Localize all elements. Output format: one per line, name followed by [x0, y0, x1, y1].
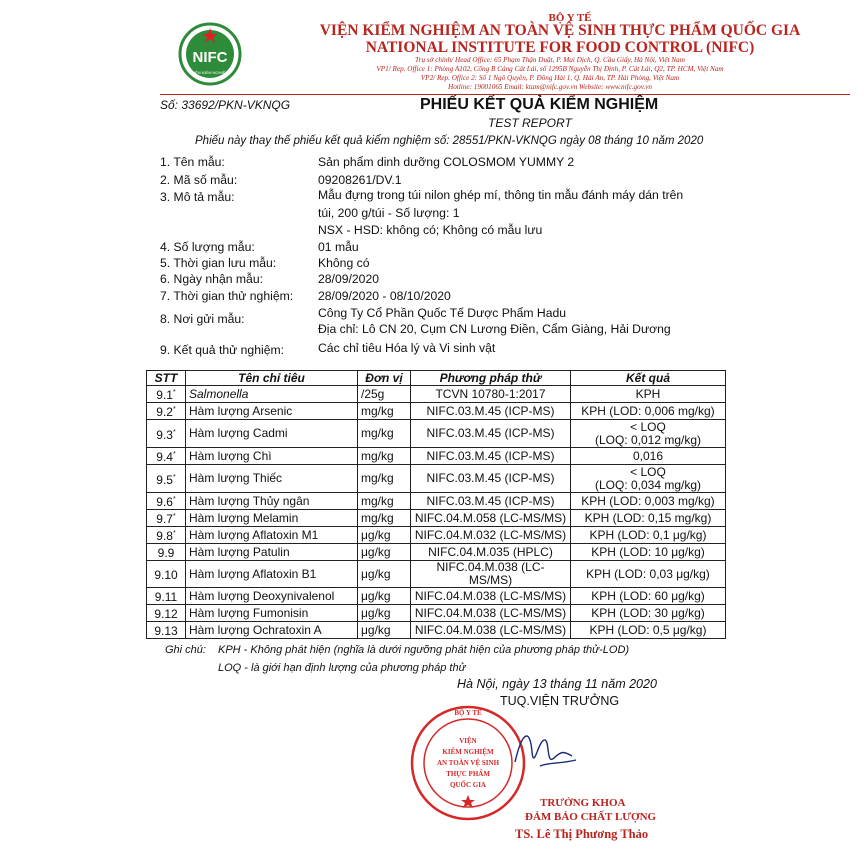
result-value: KPH (LOD: 0,5 μg/kg) — [589, 622, 707, 637]
cell-unit: mg/kg — [358, 420, 411, 448]
report-subtitle: TEST REPORT — [488, 116, 572, 130]
cell-result — [571, 605, 726, 622]
accredited-mark: * — [172, 406, 176, 413]
table-row — [147, 527, 726, 544]
accredited-mark: * — [172, 451, 176, 458]
cell-stt — [147, 420, 186, 448]
cell-method: NIFC.04.M.038 (LC-MS/MS) — [411, 622, 571, 639]
stt-value: 9.3 — [156, 427, 173, 442]
cell-method: NIFC.04.M.038 (LC- MS/MS) — [411, 561, 571, 588]
cell-result — [571, 403, 726, 420]
cell-name: Hàm lượng Cadmi — [186, 420, 358, 448]
result-value: KPH (LOD: 0,15 mg/kg) — [584, 510, 712, 525]
stamp-ring-text: BỘ Y TẾ — [454, 709, 482, 717]
stt-value: 9.4 — [156, 450, 173, 464]
stt-value: 9.11 — [154, 590, 178, 604]
stt-value: 9.9 — [157, 546, 175, 560]
accredited-mark: * — [172, 428, 176, 436]
stt-value: 9.6 — [156, 495, 173, 509]
replacement-note: Phiếu này thay thế phiếu kết quả kiểm nghiệm số: 28551/PKN-VKNQG ngày 08 tháng 10 năm 2020 — [195, 135, 704, 147]
info-value: Công Ty Cổ Phần Quốc Tế Dược Phẩm Hadu — [318, 306, 567, 320]
info-label: 8. Nơi gửi mẫu: — [160, 312, 245, 326]
ministry-name: BỘ Y TẾ — [548, 12, 592, 24]
cell-method: TCVN 10780-1:2017 — [411, 386, 571, 403]
header-result: Kết quả — [571, 371, 726, 386]
table-row — [147, 510, 726, 527]
info-label: 7. Thời gian thử nghiệm: — [160, 289, 294, 303]
cell-result — [571, 386, 726, 403]
cell-name: Hàm lượng Aflatoxin M1 — [186, 527, 358, 544]
cell-stt — [147, 465, 186, 493]
note-label: Ghi chú: — [165, 644, 206, 656]
report-number: Số: 33692/PKN-VKNQG — [160, 98, 291, 112]
cell-stt — [147, 510, 186, 527]
cell-stt — [147, 622, 186, 639]
cell-stt — [147, 527, 186, 544]
cell-method: NIFC.04.M.038 (LC-MS/MS) — [411, 588, 571, 605]
cell-result — [571, 493, 726, 510]
results-table — [146, 370, 726, 639]
cell-unit: μg/kg — [358, 527, 411, 544]
address-office-1: VP1/ Rep. Office 1: Phòng A102, Cổng B Cảng Cát Lái, số 1295B Nguyễn Thị Định, P. Cát Lái, Q2, TP. HCM, Việt Nam — [376, 65, 724, 73]
table-row — [147, 465, 726, 493]
signer-title-2: ĐẢM BẢO CHẤT LƯỢNG — [525, 811, 657, 823]
cell-unit: mg/kg — [358, 403, 411, 420]
stt-value: 9.13 — [154, 624, 178, 638]
cell-name: Hàm lượng Deoxynivalenol — [186, 588, 358, 605]
logo-subtext: VIỆN KIỂM NGHIỆM — [191, 70, 229, 75]
stamp-line: QUỐC GIA — [450, 781, 486, 789]
cell-method: NIFC.03.M.45 (ICP-MS) — [411, 448, 571, 465]
info-value: 01 mẫu — [318, 240, 359, 254]
cell-name: Hàm lượng Arsenic — [186, 403, 358, 420]
header-stt: STT — [147, 371, 186, 386]
header-divider — [160, 94, 850, 95]
cell-method: NIFC.03.M.45 (ICP-MS) — [411, 420, 571, 448]
result-limit: (LOQ: 0,012 mg/kg) — [594, 432, 702, 447]
cell-stt — [147, 493, 186, 510]
stamp-line: AN TOÀN VỆ SINH — [436, 759, 500, 767]
institute-name-vi: VIỆN KIỂM NGHIỆM AN TOÀN VỆ SINH THỰC PHẨM QUỐC GIA — [319, 22, 801, 39]
report-title: PHIẾU KẾT QUẢ KIỂM NGHIỆM — [420, 96, 659, 113]
cell-name: Hàm lượng Aflatoxin B1 — [186, 561, 358, 588]
info-value: Sản phẩm dinh dưỡng COLOSMOM YUMMY 2 — [318, 155, 575, 169]
cell-name: Hàm lượng Ochratoxin A — [186, 622, 358, 639]
table-row — [147, 493, 726, 510]
info-label: 6. Ngày nhận mẫu: — [160, 272, 263, 286]
info-value: 28/09/2020 — [318, 272, 379, 286]
accredited-mark: * — [172, 530, 176, 537]
stt-value: 9.10 — [154, 568, 178, 582]
cell-method: NIFC.04.M.038 (LC-MS/MS) — [411, 605, 571, 622]
signer-title-1: TRƯỞNG KHOA — [540, 797, 626, 809]
info-label: 9. Kết quả thử nghiệm: — [160, 343, 285, 357]
stamp-line: THỰC PHẨM — [446, 770, 490, 778]
accredited-mark: * — [172, 473, 176, 481]
cell-result — [571, 588, 726, 605]
stt-value: 9.12 — [154, 607, 178, 621]
result-value: KPH (LOD: 30 μg/kg) — [591, 605, 705, 620]
cell-result — [571, 561, 726, 588]
info-label: 1. Tên mẫu: — [160, 155, 225, 169]
cell-method: NIFC.04.M.035 (HPLC) — [411, 544, 571, 561]
info-value: túi, 200 g/túi - Số lượng: 1 — [318, 206, 460, 220]
cell-stt — [147, 544, 186, 561]
cell-result — [571, 448, 726, 465]
cell-unit: mg/kg — [358, 510, 411, 527]
cell-stt — [147, 588, 186, 605]
result-value: KPH (LOD: 0,003 mg/kg) — [581, 493, 715, 508]
stt-value: 9.5 — [156, 472, 173, 487]
cell-result — [571, 527, 726, 544]
table-row — [147, 561, 726, 588]
info-value: Các chỉ tiêu Hóa lý và Vi sinh vật — [318, 341, 496, 355]
cell-stt — [147, 448, 186, 465]
cell-stt — [147, 403, 186, 420]
info-label: 5. Thời gian lưu mẫu: — [160, 256, 277, 270]
cell-unit: mg/kg — [358, 448, 411, 465]
result-limit: (LOQ: 0,034 mg/kg) — [594, 477, 702, 492]
result-value: 0,016 — [632, 448, 664, 463]
info-value: 28/09/2020 - 08/10/2020 — [318, 289, 451, 303]
cell-name: Hàm lượng Melamin — [186, 510, 358, 527]
table-row — [147, 386, 726, 403]
cell-name: Hàm lượng Thủy ngân — [186, 493, 358, 510]
result-value: KPH (LOD: 0,1 μg/kg) — [589, 527, 707, 542]
cell-unit: /25g — [358, 386, 411, 403]
cell-unit: μg/kg — [358, 561, 411, 588]
signature — [510, 722, 580, 774]
stt-value: 9.7 — [156, 512, 173, 526]
info-label: 3. Mô tả mẫu: — [160, 190, 235, 204]
stt-value: 9.8 — [156, 529, 173, 543]
accredited-mark: * — [172, 513, 176, 520]
table-row — [147, 605, 726, 622]
header-method: Phương pháp thử — [411, 371, 571, 386]
header-unit: Đơn vị — [358, 371, 411, 386]
cell-unit: mg/kg — [358, 493, 411, 510]
institute-name-en: NATIONAL INSTITUTE FOR FOOD CONTROL (NIFC) — [365, 39, 755, 56]
cell-result — [571, 544, 726, 561]
cell-name: Hàm lượng Fumonisin — [186, 605, 358, 622]
cell-unit: μg/kg — [358, 544, 411, 561]
authority-line: TUQ.VIỆN TRƯỞNG — [500, 694, 620, 708]
table-row — [147, 588, 726, 605]
result-value: KPH — [635, 386, 661, 401]
stt-value: 9.1 — [156, 388, 173, 402]
table-row — [147, 403, 726, 420]
info-label: 2. Mã số mẫu: — [160, 173, 238, 187]
cell-unit: μg/kg — [358, 588, 411, 605]
table-row — [147, 544, 726, 561]
cell-method: NIFC.04.M.032 (LC-MS/MS) — [411, 527, 571, 544]
cell-name: Hàm lượng Patulin — [186, 544, 358, 561]
contact-line: Hotline: 19001065 Email: ktam@nifc.gov.vn Website: www.nifc.gov.vn — [448, 83, 652, 91]
info-value: Mẫu đựng trong túi nilon ghép mí, thông tin mẫu đánh máy dán trên — [318, 188, 684, 202]
table-row — [147, 448, 726, 465]
cell-result — [571, 420, 726, 448]
info-value: 09208261/DV.1 — [318, 173, 402, 187]
place-date: Hà Nội, ngày 13 tháng 11 năm 2020 — [457, 677, 657, 691]
result-value: KPH (LOD: 0,03 μg/kg) — [586, 566, 710, 581]
header-name: Tên chỉ tiêu — [186, 371, 358, 386]
cell-unit: mg/kg — [358, 465, 411, 493]
stt-value: 9.2 — [156, 405, 173, 419]
table-row — [147, 622, 726, 639]
accredited-mark: * — [172, 496, 176, 503]
accredited-mark: * — [172, 389, 176, 396]
table-header-row — [147, 371, 726, 386]
result-value: < LOQ — [630, 419, 666, 434]
result-value: KPH (LOD: 0,006 mg/kg) — [581, 403, 715, 418]
cell-name: Hàm lượng Thiếc — [186, 465, 358, 493]
address-head-office: Trụ sở chính/ Head Office: 65 Phạm Thận Duật, P. Mai Dịch, Q. Cầu Giấy, Hà Nội, Việt Nam — [415, 56, 685, 64]
cell-unit: μg/kg — [358, 622, 411, 639]
signer-name: TS. Lê Thị Phương Thảo — [515, 827, 649, 841]
cell-result — [571, 622, 726, 639]
stamp-line: VIỆN — [459, 737, 477, 745]
cell-method: NIFC.03.M.45 (ICP-MS) — [411, 465, 571, 493]
cell-result — [571, 510, 726, 527]
cell-method: NIFC.03.M.45 (ICP-MS) — [411, 493, 571, 510]
note-loq: LOQ - là giới hạn định lượng của phương pháp thử — [218, 662, 466, 674]
info-label: 4. Số lượng mẫu: — [160, 240, 255, 254]
cell-name: Salmonella — [186, 386, 358, 403]
cell-name: Hàm lượng Chì — [186, 448, 358, 465]
result-value: < LOQ — [630, 464, 666, 479]
cell-stt — [147, 605, 186, 622]
cell-stt — [147, 386, 186, 403]
info-value: NSX - HSD: không có; Không có mẫu lưu — [318, 223, 543, 237]
cell-method: NIFC.04.M.058 (LC-MS/MS) — [411, 510, 571, 527]
result-value: KPH (LOD: 60 μg/kg) — [591, 588, 705, 603]
cell-stt — [147, 561, 186, 588]
info-value: Không có — [318, 256, 370, 270]
result-value: KPH (LOD: 10 μg/kg) — [591, 544, 705, 559]
address-office-2: VP2/ Rep. Office 2: Số 1 Ngô Quyền, P. Đông Hải 1, Q. Hải An, TP. Hải Phòng, Việt Nam — [420, 74, 680, 82]
table-row — [147, 420, 726, 448]
cell-method: NIFC.03.M.45 (ICP-MS) — [411, 403, 571, 420]
cell-unit: μg/kg — [358, 605, 411, 622]
cell-result — [571, 465, 726, 493]
logo-text: NIFC — [192, 49, 228, 66]
stamp-line: KIỂM NGHIỆM — [442, 748, 494, 756]
info-value: Địa chỉ: Lô CN 20, Cụm CN Lương Điền, Cẩm Giàng, Hải Dương — [318, 322, 671, 336]
note-kph: KPH - Không phát hiện (nghĩa là dưới ngưỡng phát hiện của phương pháp thử-LOD) — [218, 644, 630, 656]
